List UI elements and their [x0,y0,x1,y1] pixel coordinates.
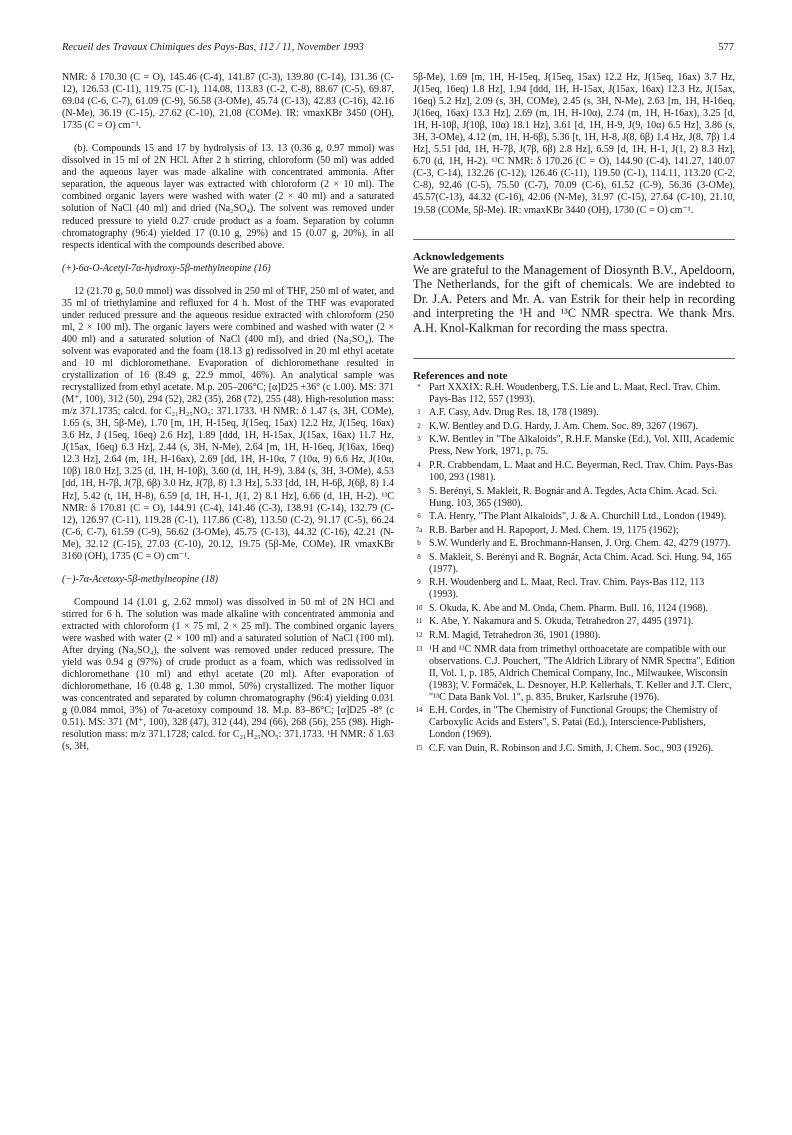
reference-text: T.A. Henry, "The Plant Alkaloids", J. & A. Churchill Ltd., London (1949). [429,511,727,523]
reference-number: 15 [415,743,423,752]
reference-number: 12 [415,631,423,640]
reference-text: A.F. Casy, Adv. Drug Res. 18, 178 (1989). [429,407,599,419]
reference-text: R.M. Magid, Tetrahedron 36, 1901 (1980). [429,630,601,642]
reference-number: 5 [417,486,421,495]
reference-number: 9 [417,578,421,587]
reference-item [413,486,735,510]
reference-text: E.H. Cordes, in "The Chemistry of Functional Groups; the Chemistry of Carboxylic Acids and Esters", S. Patai (Ed.), Interscience-Publishers, London (1969). [429,705,718,741]
reference-number: 7a [415,525,423,534]
reference-item [413,511,735,523]
reference-item [413,552,735,576]
reference-number: 14 [415,706,423,715]
nmr-continuation-right: 5β-Me), 1.69 [m, 1H, H-15eq, J(15eq, 15ax) 12.2 Hz, J(15eq, 16ax) 3.7 Hz, J(15eq, 16eq) 1.8 Hz], 1.94 [ddd, 1H, H-15ax, J(15ax, 16ax) 12.3 Hz, J(15ax, 16eq) 5.2 Hz], 2.09 (s, 3H, COMe), 2.45 (s, 3H, N-Me), 2.63 [m, 1H, H-16eq, J(16eq, 16ax) 13.3 Hz], 2.69 (m, 1H, H-10α), 2.74 (m, 1H, H-16ax), 3.25 [d, 1H, H-10β, J(10β, 10α) 18.1 Hz], 3.61 [d, 1H, H-9, J(9, 10α) 6.5 Hz], 3.86 (s, 3H, 3-OMe), 4.12 (m, 1H, H-6β), 5.36 [t, 1H, H-8, J(8, 6β) 1.4 Hz, J(8, 7β) 1.4 Hz], 5.51 [dd, 1H, H-7β, J(7β, 6β) 2.8 Hz], 6.59 [d, 1H, H-1, J(1, 2) 8.3 Hz], 6.70 (d, 1H, H-2). ¹³C NMR: δ 170.26 (C = O), 144.90 (C-4), 141.27, 140.07 (C-3, C-14), 132.26 (C-12), 126.46 (C-11), 119.50 (C-1), 114.11, 113.20 (C-2, C-8), 92.46 (C-5), 75.50 (C-7), 70.09 (C-6), 61.52 (C-9), 56.36 (3-OMe), 45.57(C-13), 44.32 (C-16), 42.06 (N-Me), 31.97 (C-15), 27.64 (C-10), 21.10, 19.58 (COMe, 5β-Me). IR: νmaxKBr 3440 (OH), 1730 (C = O) cm⁻¹. [413,72,735,216]
reference-item [413,525,735,537]
reference-text: K.W. Bentley in "The Alkaloids", R.H.F. Manske (Ed.), Vol. XIII, Academic Press, New York, 1971, p. 75. [429,434,735,458]
reference-item [413,407,735,419]
compound-18-heading: (−)-7α-Acetoxy-5β-methylneopine (18) [62,573,219,585]
reference-item [413,644,735,704]
reference-number: 13 [415,644,423,653]
reference-item [413,460,735,484]
reference-number: 6 [417,512,421,521]
reference-item [413,538,735,550]
reference-number: * [417,382,421,391]
journal-citation: Recueil des Travaux Chimiques des Pays-Bas, 112 / 11, November 1993 [62,42,364,53]
reference-number: 2 [417,421,421,430]
reference-item [413,603,735,615]
left-column [62,72,394,753]
reference-item [413,577,735,601]
reference-item [413,434,735,458]
nmr-continuation: NMR: δ 170.30 (C = O), 145.46 (C-4), 141.87 (C-3), 139.80 (C-14), 131.36 (C-12), 126.53 (C-11), 119.75 (C-1), 114.08, 113.83 (C-2, C-8), 88.67 (C-5), 69.87, 69.04 (C-6, C-7), 61.09 (C-9), 56.58 (3-OMe), 45.74 (C-13), 42.83 (C-16), 42.16 (N-Me), 36.19 (C-15), 27.62 (C-10), 21.08 (COMe). IR: νmaxKBr 3450 (OH), 1735 (C = O) cm⁻¹. [62,72,394,132]
reference-text: R.B. Barber and H. Rapoport, J. Med. Chem. 19, 1175 (1962); [429,524,679,536]
reference-item [413,616,735,628]
reference-number: b [417,539,421,548]
running-head [62,42,734,53]
reference-number: 8 [417,552,421,561]
compound-16-heading: (+)-6α-O-Acetyl-7α-hydroxy-5β-methylneopine (16) [62,262,271,274]
reference-text: R.H. Woudenberg and L. Maat, Recl. Trav. Chim. Pays-Bas 112, 113 (1993). [429,577,705,601]
reference-item [413,382,735,406]
reference-text: K. Abe, Y. Nakamura and S. Okuda, Tetrahedron 27, 4495 (1971). [429,616,694,628]
reference-text: K.W. Bentley and D.G. Hardy, J. Am. Chem. Soc. 89, 3267 (1967). [429,420,698,432]
reference-text: P.R. Crabbendam, L. Maat and H.C. Beyerman, Recl. Trav. Chim. Pays-Bas 100, 293 (1981). [429,459,733,483]
reference-text: S. Berényi, S. Makleit, R. Bognár and A. Tegdes, Acta Chim. Acad. Sci. Hung. 103, 365 (1980). [429,485,717,509]
reference-text: S. Makleit, S. Berényi and R. Bognár, Acta Chim. Acad. Sci. Hung. 94, 165 (1977). [429,551,732,575]
reference-text: S.W. Wunderly and E. Brochmann-Hansen, J. Org. Chem. 42, 4279 (1977). [429,538,731,550]
compound-18-paragraph: Compound 14 (1.01 g, 2.62 mmol) was dissolved in 50 ml of 2N HCl and stirred for 6 h. The solution was made alkaline with concentrated ammonia and extracted with chloroform (1 × 75 ml, 2 × 25 ml). The combined organic layers were washed with water (2 × 100 ml) and a saturated solution of NaCl (100 ml). After drying (Na₂SO₄), the solvent was removed under reduced pressure. The yield was 0.94 g (97%) of crude product as a foam, which was redissolved in dichloromethane (10 ml) and ethyl acetate (20 ml). After evaporation of dichloromethane, 16 (0.48 g, 1.30 mmol, 50%) crystallized. The mother liquor was concentrated and separated by column chromatography (96:4) yielding 0.031 g (0.084 mmol, 3%) of 7α-acetoxy compound 18. M.p. 83–86°C; [α]D25 -8° (c 0.51). MS: 371 (M⁺, 100), 328 (47), 312 (44), 294 (66), 268 (56), 255 (98). High-resolution mass: m/z 371.1728; calcd. for C₂₁H₂₅NO₅: 371.1733. ¹H NMR: δ 1.63 (s, 3H, [62,596,394,753]
reference-number: 4 [417,460,421,469]
reference-number: 3 [417,435,421,444]
reference-item [413,421,735,433]
reference-number: 11 [415,617,423,626]
acknowledgements-text: We are grateful to the Management of Diosynth B.V., Apeldoorn, The Netherlands, for the gift of chemicals. We are indebted to Dr. J.A. Peters and Mr. A. van Estrik for their help in recording and interpreting the ¹H and ¹³C NMR spectra. We thank Mrs. A.H. Knol-Kalkman for recording the mass spectra. [413,262,735,335]
reference-item [413,743,735,755]
right-column [413,72,735,756]
reference-text: ¹H and ¹³C NMR data from trimethyl orthoacetate are compatible with our observations. C.J. Pouchert, "The Aldrich Library of NMR Spectra", Edition II, Vol. 1, p. 185, Aldrich Chemical Company, Inc., Milwaukee, Wisconsin (1983); V. Formáček, L. Desnoyer, H.P. Kellerhals, T. Keller and J.T. Clerc, "¹³C Data Bank Vol. 1", p. 835, Bruker, Karlsruhe (1976). [429,643,735,703]
reference-item [413,705,735,741]
reference-number: 10 [415,603,423,612]
procedure-b-paragraph: (b). Compounds 15 and 17 by hydrolysis of 13. 13 (0.36 g, 0.97 mmol) was dissolved in 15 ml of 2N HCl. After 2 h stirring, chloroform (50 ml) was added and the aqueous layer was made alkaline with concentrated ammonia. After separation, the aqueous layer was extracted with chloroform (2 × 10 ml). The combined organic layers were washed with water (2 × 40 ml) and a saturated solution of NaCl (40 ml) and dried (Na₂SO₄). The solvent was removed under reduced pressure to yield 0.27 crude product as a foam. Separation by column chromatography (96:4) yielded 17 (0.10 g, 29%) and 15 (0.07 g, 20%), in all respects identical with the compounds described above. [62,143,394,251]
reference-text: Part XXXIX: R.H. Woudenberg, T.S. Lie and L. Maat, Recl. Trav. Chim. Pays-Bas 112, 557 (1993). [429,381,721,405]
reference-item [413,630,735,642]
compound-16-paragraph: 12 (21.70 g, 50.0 mmol) was dissolved in 250 ml of THF, 250 ml of water, and 35 ml of triethylamine and refluxed for 4 h. Most of the THF was evaporated under reduced pressure and the aqueous residue extracted with chloroform (250 ml, 2 × 100 ml). The organic layers were combined and washed with water (2 × 400 ml) and a saturated solution of NaCl (400 ml), and dried (Na₂SO₄). The solvent was evaporated and the foam (18.13 g) redissolved in 20 ml ethyl acetate and 10 ml dichloromethane. Evaporation of dichloromethane resulted in crystallization of 16 (8.49 g, 22.9 mmol, 46%). An analytical sample was recrystallized from ethyl acetate. M.p. 205–206°C; [α]D25 +36° (c 1.00). MS: 371 (M⁺, 100), 312 (50), 294 (52), 282 (35), 268 (72), 255 (48). High-resolution mass: m/z 371.1735; calcd. for C₂₁H₂₅NO₅: 371.1733. ¹H NMR: δ 1.47 (s, 3H, COMe), 1.65 (s, 3H, 5β-Me), 1.70 [m, 1H, H-15eq, J(15eq, 15ax) 12.2 Hz, J(15eq, 16ax) 3.6 Hz, J (15eq, 16eq) 2.6 Hz], 1.89 [ddd, 1H, H-15ax, J(15ax, 16ax) 11.7 Hz, J(15ax, 16eq) 6.3 Hz], 2.44 (s, 3H, N-Me), 2.64 [m, 1H, H-16eq, J(16ax, 16eq) 12.3 Hz], 2.64 (m, 1H, H-16ax), 2.69 [dd, 1H, H-10α, 7 (10α, 9) 6.6 Hz, J(10α, 10β) 18.0 Hz], 3.25 (d, 1H, H-10β), 3.60 (d, 1H, H-9), 3.84 (s, 3H, 3-OMe), 4.53 [dd, 1H, H-7β, J(7β, 6β) 3.0 Hz, J(7β, 8) 1.3 Hz], 5.33 [dd, 1H, H-6β, J(6β, 8) 1.4 Hz], 5.42 (t, 1H, H-8), 6.59 [d, 1H, H-1, J(1, 2) 8.1 Hz], 6.66 (d, 1H, H-2). ¹³C NMR: δ 170.81 (C = O), 144.91 (C-4), 141.46 (C-3), 138.91 (C-14), 132.79 (C-12), 126.97 (C-11), 119.28 (C-1), 117.86 (C-8), 113.50 (C-2), 91.17 (C-5), 66.24 (C-6, C-7), 61.59 (C-9), 56.62 (3-OMe), 45.75 (C-13), 44.32 (C-16), 42.21 (N-Me), 32.12 (C-15), 27.03 (C-10), 20.12, 19.75 (5β-Me, COMe). IR νmaxKBr 3160 (OH), 1735 (C = O) cm⁻¹. [62,285,394,562]
acknowledgements-heading: Acknowledgements [413,250,505,263]
reference-number: 1 [417,408,421,417]
references-list [413,382,735,755]
page-number: 577 [718,42,734,53]
reference-text: S. Okuda, K. Abe and M. Onda, Chem. Pharm. Bull. 16, 1124 (1968). [429,602,709,614]
references-heading: References and note [413,369,508,382]
reference-text: C.F. van Duin, R. Robinson and J.C. Smith, J. Chem. Soc., 903 (1926). [429,742,714,754]
